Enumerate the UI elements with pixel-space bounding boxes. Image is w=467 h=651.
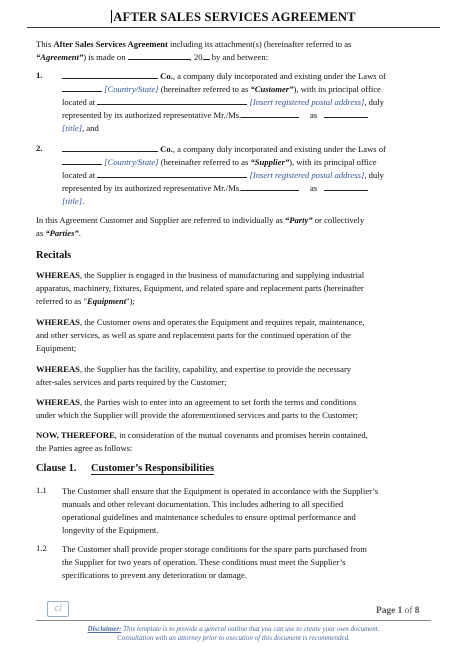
- recital-text: after-sales services and parts required by the Customer;: [36, 377, 227, 387]
- co-label: Co.: [160, 144, 173, 154]
- title-rule: [27, 27, 440, 28]
- intro-text: ) is made on: [83, 52, 126, 62]
- co-label: Co.: [160, 71, 173, 81]
- party-text: ), with its principal office: [289, 157, 377, 167]
- clause-1-2: [62, 543, 430, 582]
- recital-text: under which the Supplier will provide the aforementioned services and parts to the Customer;: [36, 410, 358, 420]
- definition-text: In this Agreement Customer and Supplier are referred to individually as: [36, 215, 285, 225]
- rep-title-blank[interactable]: [324, 109, 368, 118]
- recital-text: apparatus, machinery, fixtures, Equipment, and related spare and replacement parts (hereinafter: [36, 283, 364, 293]
- disclaimer-line-2: Consultation with an attorney prior to execution of this document is recommended.: [117, 634, 350, 642]
- clause-text: longevity of the Equipment.: [62, 525, 159, 535]
- clause-text: specifications to prevent any deterioration or damage.: [62, 570, 247, 580]
- recital-4: [36, 396, 430, 422]
- party-text: , duly: [364, 170, 384, 180]
- recital-lead: WHEREAS: [36, 364, 80, 374]
- clause-text: manuals and other relevant documentation. This includes adhering to all specified: [62, 499, 344, 509]
- party-text: located at: [62, 170, 96, 180]
- recital-3: [36, 363, 430, 389]
- country-blank[interactable]: [62, 156, 102, 165]
- date-blank[interactable]: [128, 51, 190, 60]
- definition-text: .: [78, 228, 81, 238]
- intro-text: This: [36, 39, 54, 49]
- clause-text: operational guidelines and maintenance schedules to ensure optimal performance and: [62, 512, 356, 522]
- country-placeholder: [Country/State]: [104, 84, 159, 94]
- party-text: as: [309, 183, 318, 193]
- party-name-blank[interactable]: [62, 143, 158, 152]
- recital-text: , the Supplier has the facility, capability, and expertise to provide the necessary: [79, 364, 352, 374]
- brand-logo: cl: [47, 601, 69, 617]
- address-placeholder: [Insert registered postal address]: [249, 170, 365, 180]
- country-blank[interactable]: [62, 83, 102, 92]
- page-total: 8: [414, 606, 420, 616]
- definition-text: as: [36, 228, 46, 238]
- intro-text: including its attachment(s) (hereinafter referred to as: [167, 39, 352, 49]
- clause-text: The Customer shall provide proper storage conditions for the spare parts purchased from: [62, 544, 367, 554]
- document-title: [0, 10, 467, 25]
- clause-title: Customer’s Responsibilities: [91, 463, 215, 474]
- recital-text: , the Supplier is engaged in the business of manufacturing and supplying industrial: [79, 270, 365, 280]
- equipment-term: Equipment: [86, 296, 127, 306]
- clause-1-1: [62, 485, 430, 537]
- recital-text: referred to as ": [36, 296, 87, 306]
- year-blank[interactable]: [203, 51, 210, 60]
- now-therefore: [36, 429, 430, 455]
- party-text: represented by its authorized representative Mr./Ms.: [62, 183, 242, 193]
- clause-text: the Supplier for two years of operation. These conditions must meet the Supplier’s: [62, 557, 346, 567]
- rep-title-blank[interactable]: [324, 182, 368, 191]
- parties-definition: [36, 214, 430, 240]
- country-placeholder: [Country/State]: [104, 157, 159, 167]
- recital-text: the Parties agree as follows:: [36, 443, 133, 453]
- recital-2: [36, 316, 430, 355]
- page-number: [376, 606, 419, 616]
- party-number: 2.: [36, 143, 43, 153]
- recital-text: and other services, as well as spare and replacement parts for the continued operation of the: [36, 330, 351, 340]
- definition-text: or collectively: [312, 215, 365, 225]
- footer-rule: [36, 620, 431, 621]
- party-1-paragraph: [62, 70, 430, 135]
- intro-text: , 20: [189, 52, 203, 62]
- party-text: represented by its authorized representative Mr./Ms.: [62, 110, 242, 120]
- clause-label: Clause 1.: [36, 463, 77, 474]
- agreement-alias: “Agreement”: [36, 52, 84, 62]
- party-text: , a company duly incorporated and existing under the Laws of: [172, 144, 386, 154]
- disclaimer-label: Disclaimer:: [87, 625, 122, 633]
- recital-text: , the Parties wish to enter into an agreement to set forth the terms and conditions: [79, 397, 357, 407]
- disclaimer-text: This template is to provide a general outline that you can use to create your own document.: [121, 625, 380, 633]
- title-text: AFTER SALES SERVICES AGREEMENT: [113, 10, 356, 24]
- recital-1: [36, 269, 430, 308]
- intro-paragraph: [36, 38, 430, 64]
- party-alias: “Customer”: [250, 84, 294, 94]
- party-term: “Party”: [284, 215, 313, 225]
- recital-lead: WHEREAS: [36, 270, 80, 280]
- title-placeholder: [title]: [62, 196, 83, 206]
- party-text: (hereinafter referred to as: [158, 84, 251, 94]
- clause-number: 1.2: [36, 543, 47, 553]
- recital-text: , the Customer owns and operates the Equipment and requires repair, maintenance,: [79, 317, 365, 327]
- title-placeholder: [title]: [62, 123, 83, 133]
- party-text: located at: [62, 97, 96, 107]
- party-text: , a company duly incorporated and existing under the Laws of: [172, 71, 386, 81]
- party-number: 1.: [36, 70, 43, 80]
- address-placeholder: [Insert registered postal address]: [249, 97, 365, 107]
- party-text: ), with its principal office: [293, 84, 381, 94]
- intro-text: by and between:: [209, 52, 269, 62]
- recital-text: , in consideration of the mutual covenants and promises herein contained,: [114, 430, 368, 440]
- clause-text: The Customer shall ensure that the Equipment is operated in accordance with the Supplier’s: [62, 486, 379, 496]
- party-text: , and: [82, 123, 99, 133]
- page-label: Page: [376, 606, 396, 616]
- party-text: , duly: [364, 97, 384, 107]
- parties-term: “Parties”: [45, 228, 79, 238]
- party-alias: “Supplier”: [250, 157, 290, 167]
- agreement-name: After Sales Services Agreement: [53, 39, 168, 49]
- clause-1-heading: [36, 463, 214, 474]
- address-blank[interactable]: [97, 96, 247, 105]
- recital-lead: WHEREAS: [36, 317, 80, 327]
- recitals-heading: Recitals: [36, 250, 72, 261]
- party-2-paragraph: [62, 143, 430, 208]
- party-text: (hereinafter referred to as: [158, 157, 251, 167]
- party-text: .: [82, 196, 85, 206]
- recital-lead: WHEREAS: [36, 397, 80, 407]
- address-blank[interactable]: [97, 169, 247, 178]
- party-name-blank[interactable]: [62, 70, 158, 79]
- page-of: of: [404, 606, 413, 616]
- recital-lead: NOW, THEREFORE: [36, 430, 115, 440]
- party-text: as: [309, 110, 318, 120]
- recital-text: ");: [126, 296, 135, 306]
- rep-name-blank[interactable]: [241, 109, 299, 118]
- clause-number: 1.1: [36, 485, 47, 495]
- page-current: 1: [397, 606, 403, 616]
- rep-name-blank[interactable]: [241, 182, 299, 191]
- disclaimer-line-1: [20, 625, 447, 634]
- recital-text: Equipment;: [36, 343, 77, 353]
